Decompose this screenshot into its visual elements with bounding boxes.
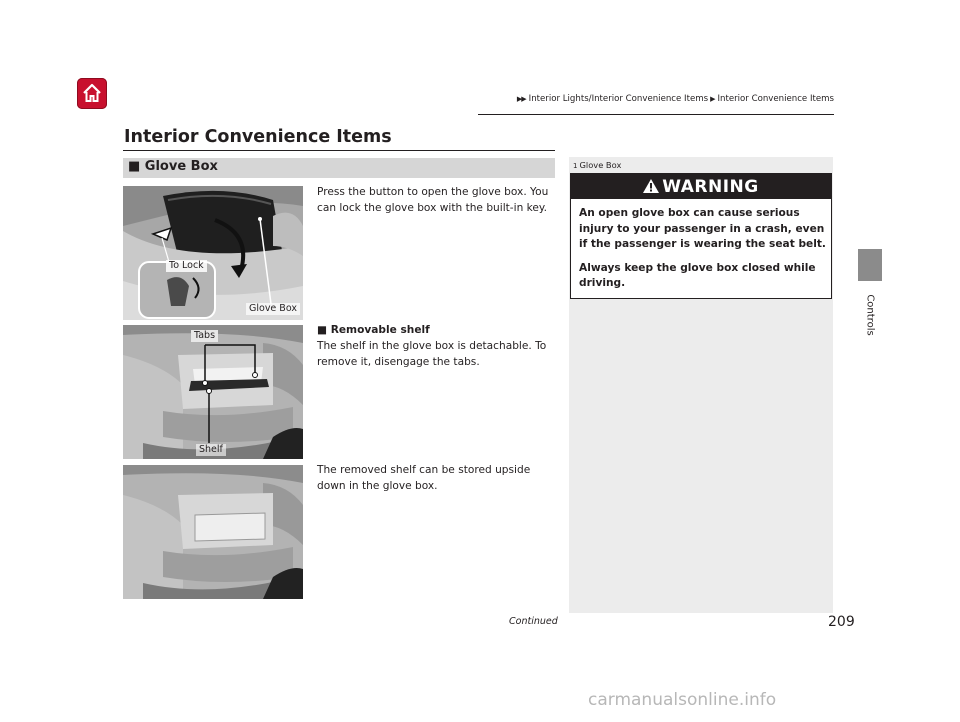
warning-text-2: Always keep the glove box closed while driving. [579,261,816,289]
page-number: 209 [828,614,855,630]
breadcrumb [480,94,834,104]
stored-shelf-paragraph: The removed shelf can be stored upside down in the glove box. [317,464,531,492]
warning-box [570,173,832,299]
watermark: carmanualsonline.info [588,690,777,710]
section-heading: ■ Glove Box [128,159,218,174]
warning-header [571,174,831,199]
breadcrumb-link-interior-lights[interactable]: Interior Lights/Interior Convenience Items [528,94,709,104]
intro-paragraph: Press the button to open the glove box. You can lock the glove box with the built-in key. [317,186,549,214]
sidebar-note-title [573,160,621,170]
continued-label: Continued [509,616,558,627]
note-reference-icon: 1 [573,162,578,170]
chapter-tab-marker [858,249,882,281]
breadcrumb-separator-icon: ▶ [710,95,716,103]
home-button[interactable] [77,78,107,109]
warning-triangle-icon [643,179,659,193]
removable-shelf-heading: ■ Removable shelf [317,324,430,336]
warning-heading: WARNING [662,177,759,197]
chapter-tab-label[interactable]: Controls [864,294,876,336]
removable-shelf-paragraph: The shelf in the glove box is detachable. To remove it, disengage the tabs. [317,340,547,368]
figure-label-glove-box: Glove Box [246,303,300,315]
home-icon [81,82,103,104]
breadcrumb-arrow-icon: ▶▶ [516,95,526,103]
warning-text-1: An open glove box can cause serious injury to your passenger in a crash, even if the passenger is wearing the seat belt. [579,207,826,250]
title-divider [123,150,555,151]
removable-shelf-photo [123,325,303,459]
header-divider [478,114,834,115]
breadcrumb-current: Interior Convenience Items [717,94,834,104]
section-heading-bar [123,158,555,178]
figure-label-shelf: Shelf [196,444,226,456]
page-title: Interior Convenience Items [124,127,392,147]
glove-box-photo [123,186,303,320]
figure-label-tabs: Tabs [191,330,218,342]
figure-label-to-lock: To Lock [166,260,207,272]
stored-shelf-photo [123,465,303,599]
sidebar-note-title-text: Glove Box [579,160,622,170]
